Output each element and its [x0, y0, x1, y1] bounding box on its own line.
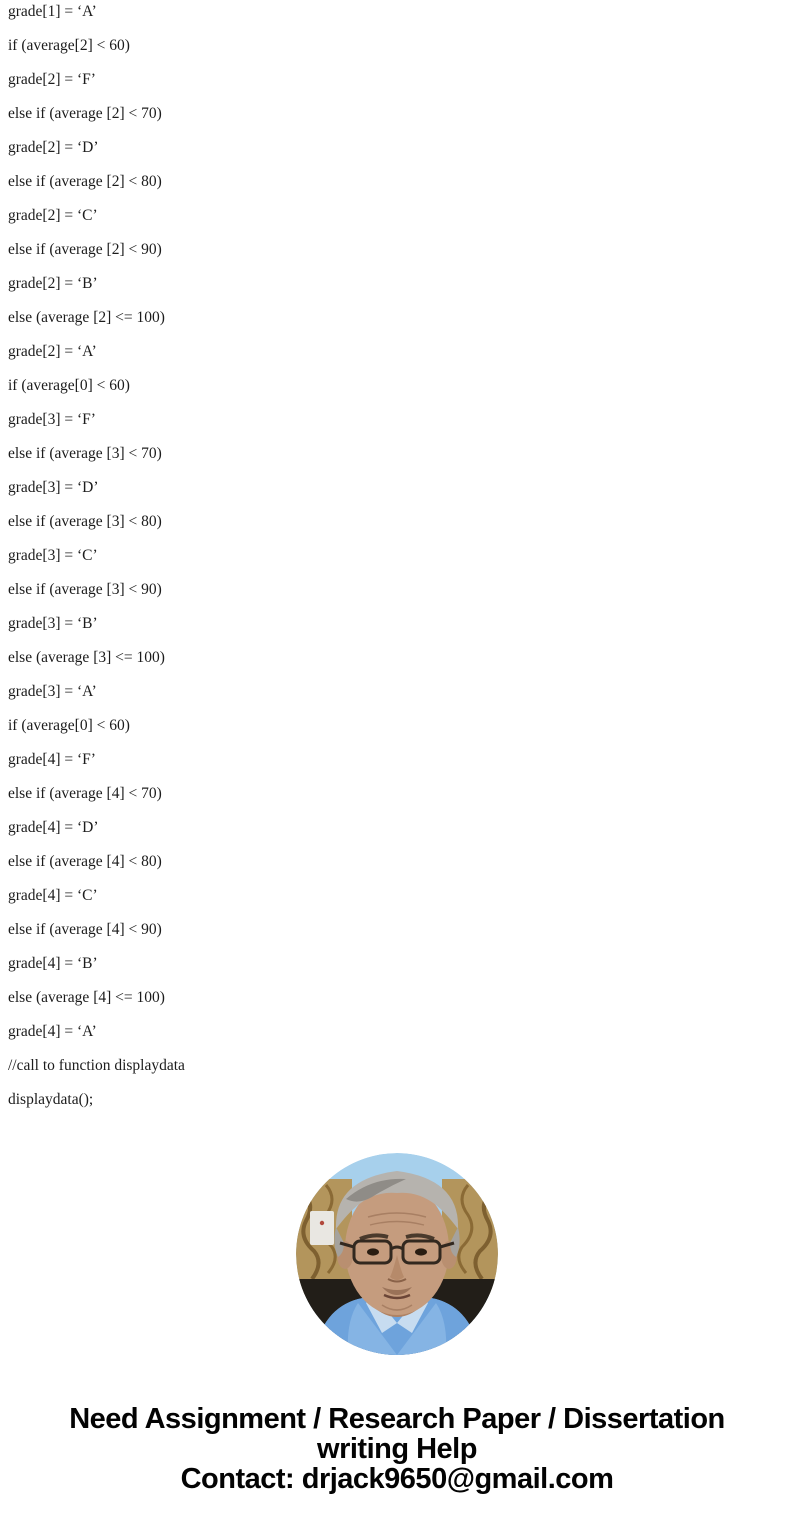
footer-contact: Contact: drjack9650@gmail.com	[180, 1463, 614, 1495]
code-line: else if (average [4] < 70)	[8, 785, 162, 802]
code-line: grade[4] = ‘F’	[8, 751, 96, 768]
code-line: else if (average [3] < 70)	[8, 445, 162, 462]
code-line: if (average[2] < 60)	[8, 37, 130, 54]
code-line: else if (average [3] < 90)	[8, 581, 162, 598]
code-line: grade[2] = ‘F’	[8, 71, 96, 88]
footer-heading-line2: writing Help	[317, 1433, 477, 1465]
code-line: else (average [4] <= 100)	[8, 989, 165, 1006]
code-line: grade[2] = ‘B’	[8, 275, 98, 292]
code-line: grade[2] = ‘C’	[8, 207, 98, 224]
code-line: grade[4] = ‘D’	[8, 819, 99, 836]
code-line: grade[2] = ‘A’	[8, 343, 97, 360]
code-line: grade[3] = ‘F’	[8, 411, 96, 428]
code-line: //call to function displaydata	[8, 1057, 185, 1074]
footer	[0, 1404, 794, 1494]
code-line: displaydata();	[8, 1091, 94, 1108]
code-line: else (average [3] <= 100)	[8, 649, 165, 666]
code-line: else if (average [4] < 90)	[8, 921, 162, 938]
code-line: else if (average [2] < 70)	[8, 105, 162, 122]
code-line: grade[3] = ‘C’	[8, 547, 98, 564]
code-line: grade[3] = ‘A’	[8, 683, 97, 700]
code-line: else (average [2] <= 100)	[8, 309, 165, 326]
code-line: grade[4] = ‘C’	[8, 887, 98, 904]
footer-heading-line1: Need Assignment / Research Paper / Dissertation	[69, 1403, 725, 1435]
avatar	[296, 1153, 498, 1355]
code-line: if (average[0] < 60)	[8, 717, 130, 734]
code-line: if (average[0] < 60)	[8, 377, 130, 394]
code-line: else if (average [2] < 80)	[8, 173, 162, 190]
code-line: grade[3] = ‘D’	[8, 479, 99, 496]
code-line: else if (average [2] < 90)	[8, 241, 162, 258]
code-line: grade[3] = ‘B’	[8, 615, 98, 632]
code-line: grade[2] = ‘D’	[8, 139, 99, 156]
code-line: else if (average [4] < 80)	[8, 853, 162, 870]
code-line: grade[1] = ‘A’	[8, 3, 97, 20]
code-line: else if (average [3] < 80)	[8, 513, 162, 530]
code-line: grade[4] = ‘A’	[8, 1023, 97, 1040]
avatar-photo	[296, 1153, 498, 1355]
code-line: grade[4] = ‘B’	[8, 955, 98, 972]
